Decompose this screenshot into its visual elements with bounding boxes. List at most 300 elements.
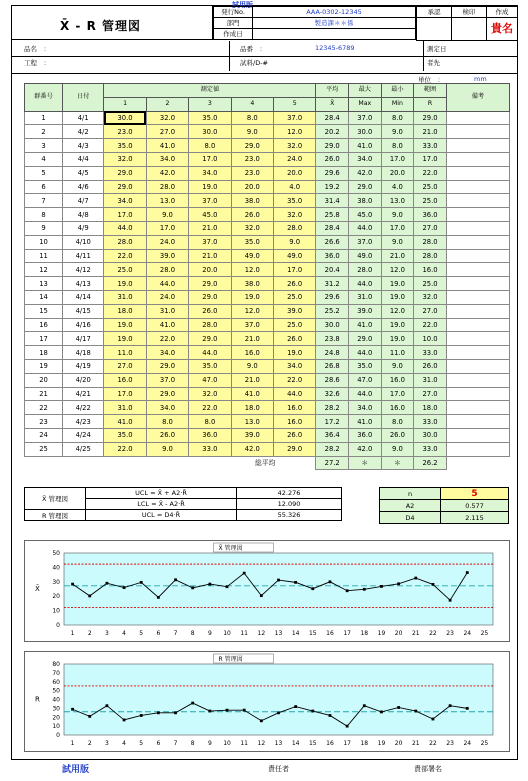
measure-cell[interactable]: 18.0 xyxy=(231,401,273,415)
remarks-cell[interactable] xyxy=(446,263,509,277)
row-cell[interactable]: 4/5 xyxy=(63,166,104,180)
approve-stamp[interactable] xyxy=(417,18,452,41)
row-cell[interactable]: 4/23 xyxy=(63,415,104,429)
remarks-cell[interactable] xyxy=(446,290,509,304)
x-tick-label: 11 xyxy=(240,740,249,747)
remarks-cell[interactable] xyxy=(446,304,509,318)
measure-cell[interactable]: 34.0 xyxy=(146,152,188,166)
y-tick-label: 20 xyxy=(52,593,60,601)
measure-cell[interactable]: 17.0 xyxy=(104,208,146,222)
measure-cell[interactable]: 17.0 xyxy=(104,387,146,401)
row-cell[interactable]: 4/16 xyxy=(63,318,104,332)
data-point xyxy=(414,577,417,580)
measure-cell[interactable]: 8.0 xyxy=(146,415,188,429)
measure-cell[interactable]: 26.0 xyxy=(273,277,315,291)
measure-cell[interactable]: 23.0 xyxy=(231,166,273,180)
row-cell[interactable]: 4/15 xyxy=(63,304,104,318)
data-point xyxy=(174,711,177,714)
remarks-cell[interactable] xyxy=(446,208,509,222)
x-tick-label: 8 xyxy=(190,630,195,637)
x-tick-label: 6 xyxy=(156,630,161,637)
col-m5: 5 xyxy=(273,97,315,111)
measure-cell[interactable]: 16.0 xyxy=(104,373,146,387)
row-cell[interactable]: 4/13 xyxy=(63,277,104,291)
table-row xyxy=(25,318,510,332)
measure-cell[interactable]: 29.0 xyxy=(104,166,146,180)
stat-cell: 25.0 xyxy=(414,194,447,208)
remarks-cell[interactable] xyxy=(446,152,509,166)
stat-cell: 42.0 xyxy=(349,166,382,180)
measure-cell[interactable]: 32.0 xyxy=(189,387,231,401)
row-cell[interactable]: 4/17 xyxy=(63,332,104,346)
measure-cell[interactable]: 9.0 xyxy=(273,235,315,249)
measure-cell[interactable]: 39.0 xyxy=(231,428,273,442)
table-row xyxy=(25,180,510,194)
measure-cell[interactable]: 49.0 xyxy=(273,249,315,263)
measure-cell[interactable]: 22.0 xyxy=(104,442,146,456)
measure-cell[interactable]: 17.0 xyxy=(189,152,231,166)
stat-cell: 22.0 xyxy=(414,318,447,332)
measure-cell[interactable]: 9.0 xyxy=(231,125,273,139)
y-tick-label: 10 xyxy=(52,607,60,615)
x-tick-label: 8 xyxy=(190,740,195,747)
data-point xyxy=(449,704,452,707)
x-tick-label: 21 xyxy=(411,740,420,747)
stat-cell: 28.0 xyxy=(414,235,447,249)
x-tick-label: 23 xyxy=(446,630,454,637)
measure-cell[interactable]: 12.0 xyxy=(231,304,273,318)
stat-cell: 27.0 xyxy=(414,304,447,318)
created-value[interactable] xyxy=(253,29,416,40)
stat-cell: 8.0 xyxy=(381,139,414,153)
x-tick-label: 12 xyxy=(257,630,266,637)
measure-cell[interactable]: 24.0 xyxy=(146,235,188,249)
measure-cell[interactable]: 35.0 xyxy=(104,139,146,153)
remarks-cell[interactable] xyxy=(446,428,509,442)
measure-cell[interactable]: 32.0 xyxy=(104,152,146,166)
measure-cell[interactable]: 17.0 xyxy=(146,221,188,235)
measure-cell[interactable]: 21.0 xyxy=(231,373,273,387)
remarks-cell[interactable] xyxy=(446,359,509,373)
col-max-sub: Max xyxy=(349,97,382,111)
x-tick-label: 6 xyxy=(156,740,161,747)
measure-cell[interactable]: 19.0 xyxy=(104,277,146,291)
data-point xyxy=(157,596,160,599)
a2-label: A2 xyxy=(380,500,441,512)
measure-cell[interactable]: 32.0 xyxy=(231,221,273,235)
measure-cell[interactable]: 9.0 xyxy=(231,359,273,373)
table-row xyxy=(25,442,510,456)
data-point xyxy=(191,586,194,589)
measure-cell[interactable]: 44.0 xyxy=(146,277,188,291)
stat-cell: 29.6 xyxy=(316,290,349,304)
remarks-cell[interactable] xyxy=(446,139,509,153)
data-point xyxy=(277,579,280,582)
measure-cell[interactable]: 33.0 xyxy=(189,442,231,456)
measure-cell[interactable]: 37.0 xyxy=(146,373,188,387)
data-point xyxy=(311,587,314,590)
approval-table xyxy=(416,6,518,41)
measure-cell[interactable]: 25.0 xyxy=(273,318,315,332)
inspection-item[interactable]: 試料/D-# xyxy=(240,59,268,67)
data-point xyxy=(397,582,400,585)
measure-cell[interactable]: 21.0 xyxy=(189,249,231,263)
measure-cell[interactable]: 26.0 xyxy=(273,428,315,442)
x-tick-label: 7 xyxy=(173,630,178,637)
row-cell: 6 xyxy=(25,180,63,194)
row-cell: 15 xyxy=(25,304,63,318)
x-tick-label: 19 xyxy=(377,630,386,637)
xbar-chart-box xyxy=(24,540,510,642)
issue-no-label: 発行No. xyxy=(214,7,253,18)
remarks-cell[interactable] xyxy=(446,415,509,429)
stat-cell: 25.8 xyxy=(316,208,349,222)
stat-cell: 33.0 xyxy=(414,442,447,456)
data-point xyxy=(88,715,91,718)
row-cell[interactable]: 4/25 xyxy=(63,442,104,456)
measure-cell[interactable]: 31.0 xyxy=(104,401,146,415)
stat-cell: 33.0 xyxy=(414,346,447,360)
n-value[interactable]: 5 xyxy=(441,488,509,500)
stat-cell: 28.6 xyxy=(316,373,349,387)
item-info xyxy=(12,41,518,74)
row-cell[interactable]: 4/4 xyxy=(63,152,104,166)
measure-cell[interactable]: 27.0 xyxy=(146,125,188,139)
measure-cell[interactable]: 37.0 xyxy=(189,194,231,208)
measure-cell[interactable]: 8.0 xyxy=(189,139,231,153)
row-cell[interactable]: 4/24 xyxy=(63,428,104,442)
remarks-cell[interactable] xyxy=(446,194,509,208)
x-tick-label: 15 xyxy=(308,740,317,747)
stat-cell: 22.0 xyxy=(414,166,447,180)
dept-value[interactable]: 製造課＊＊係 xyxy=(253,18,416,29)
stat-cell: 21.0 xyxy=(381,249,414,263)
data-point xyxy=(123,719,126,722)
measure-cell[interactable]: 29.0 xyxy=(231,139,273,153)
stat-cell: 41.0 xyxy=(349,415,382,429)
row-cell: 7 xyxy=(25,194,63,208)
table-row xyxy=(25,235,510,249)
table-row xyxy=(25,346,510,360)
measure-cell[interactable]: 36.0 xyxy=(189,428,231,442)
measure-cell[interactable]: 16.0 xyxy=(273,401,315,415)
row-cell: 19 xyxy=(25,359,63,373)
measure-cell[interactable]: 17.0 xyxy=(273,263,315,277)
measure-cell[interactable]: 9.0 xyxy=(146,208,188,222)
measure-cell[interactable]: 22.0 xyxy=(146,332,188,346)
remarks-cell[interactable] xyxy=(446,442,509,456)
data-point xyxy=(294,581,297,584)
measure-cell[interactable]: 34.0 xyxy=(273,359,315,373)
measure-cell[interactable]: 23.0 xyxy=(104,125,146,139)
measure-cell[interactable]: 28.0 xyxy=(273,221,315,235)
measure-cell[interactable]: 26.0 xyxy=(273,332,315,346)
measure-cell[interactable]: 38.0 xyxy=(231,194,273,208)
measure-cell[interactable]: 12.0 xyxy=(273,125,315,139)
stat-cell: 8.0 xyxy=(381,415,414,429)
measure-cell[interactable]: 37.0 xyxy=(231,318,273,332)
measure-cell[interactable]: 8.0 xyxy=(189,415,231,429)
measure-cell[interactable]: 41.0 xyxy=(146,318,188,332)
data-point xyxy=(449,599,452,602)
stat-cell: 29.0 xyxy=(316,139,349,153)
row-cell[interactable]: 4/12 xyxy=(63,263,104,277)
row-cell[interactable]: 4/20 xyxy=(63,373,104,387)
measure-cell[interactable]: 37.0 xyxy=(189,235,231,249)
author-label: 作成 xyxy=(487,7,518,18)
measure-cell[interactable]: 29.0 xyxy=(189,277,231,291)
measure-cell[interactable]: 35.0 xyxy=(231,235,273,249)
row-cell[interactable]: 4/14 xyxy=(63,290,104,304)
measure-cell[interactable]: 32.0 xyxy=(273,208,315,222)
total-min: ＊ xyxy=(381,456,414,470)
data-point xyxy=(363,704,366,707)
measure-cell[interactable]: 23.0 xyxy=(231,152,273,166)
row-cell[interactable]: 4/19 xyxy=(63,359,104,373)
data-point xyxy=(380,585,383,588)
stat-cell: 17.0 xyxy=(381,152,414,166)
y-tick-label: 60 xyxy=(52,678,60,686)
remarks-cell[interactable] xyxy=(446,180,509,194)
measure-cell[interactable]: 24.0 xyxy=(273,152,315,166)
remarks-cell[interactable] xyxy=(446,166,509,180)
measure-cell[interactable]: 30.0 xyxy=(104,111,146,125)
measure-cell[interactable]: 34.0 xyxy=(146,401,188,415)
measure-cell[interactable]: 19.0 xyxy=(273,346,315,360)
measure-cell[interactable]: 28.0 xyxy=(189,318,231,332)
measure-cell[interactable]: 35.0 xyxy=(189,359,231,373)
stat-cell: 47.0 xyxy=(349,373,382,387)
remarks-cell[interactable] xyxy=(446,318,509,332)
x-tick-label: 4 xyxy=(122,630,126,637)
measure-cell[interactable]: 41.0 xyxy=(104,415,146,429)
unit-label: 単位 ： xyxy=(418,76,444,84)
remarks-cell[interactable] xyxy=(446,277,509,291)
measure-cell[interactable]: 22.0 xyxy=(273,373,315,387)
measure-cell[interactable]: 44.0 xyxy=(189,346,231,360)
data-point xyxy=(397,706,400,709)
measure-cell[interactable]: 11.0 xyxy=(104,346,146,360)
measure-cell[interactable]: 29.0 xyxy=(189,290,231,304)
measure-cell[interactable]: 25.0 xyxy=(104,263,146,277)
measure-cell[interactable]: 49.0 xyxy=(231,249,273,263)
row-cell[interactable]: 4/7 xyxy=(63,194,104,208)
col-range-sub: R xyxy=(414,97,447,111)
y-tick-label: 30 xyxy=(52,705,60,713)
measurement-table xyxy=(24,83,510,470)
measure-cell[interactable]: 8.0 xyxy=(231,111,273,125)
measure-cell[interactable]: 19.0 xyxy=(104,332,146,346)
stat-cell: 31.0 xyxy=(414,373,447,387)
measure-cell[interactable]: 39.0 xyxy=(273,304,315,318)
stat-cell: 45.0 xyxy=(349,208,382,222)
measure-cell[interactable]: 29.0 xyxy=(273,442,315,456)
stat-cell: 26.8 xyxy=(316,359,349,373)
measure-cell[interactable]: 18.0 xyxy=(104,304,146,318)
measure-cell[interactable]: 21.0 xyxy=(231,332,273,346)
measure-cell[interactable]: 26.0 xyxy=(231,208,273,222)
measure-cell[interactable]: 16.0 xyxy=(273,415,315,429)
row-cell[interactable]: 4/8 xyxy=(63,208,104,222)
measure-cell[interactable]: 21.0 xyxy=(189,221,231,235)
y-tick-label: 40 xyxy=(52,696,60,704)
ucl-x-value: 42.276 xyxy=(237,488,342,499)
table-row xyxy=(25,332,510,346)
measure-cell[interactable]: 30.0 xyxy=(189,125,231,139)
measure-cell[interactable]: 34.0 xyxy=(189,166,231,180)
measure-cell[interactable]: 34.0 xyxy=(146,346,188,360)
stat-cell: 30.0 xyxy=(316,318,349,332)
measure-cell[interactable]: 4.0 xyxy=(273,180,315,194)
data-point xyxy=(71,583,74,586)
data-point xyxy=(243,709,246,712)
table-row xyxy=(25,401,510,415)
d4-value: 2.115 xyxy=(441,512,509,524)
data-point xyxy=(329,714,332,717)
stat-cell: 17.0 xyxy=(381,387,414,401)
remarks-cell[interactable] xyxy=(446,111,509,125)
measure-cell[interactable]: 32.0 xyxy=(146,111,188,125)
x-tick-label: 2 xyxy=(87,740,92,747)
measure-cell[interactable]: 28.0 xyxy=(104,235,146,249)
measure-cell[interactable]: 12.0 xyxy=(231,263,273,277)
measure-cell[interactable]: 29.0 xyxy=(146,387,188,401)
measure-cell[interactable]: 19.0 xyxy=(231,290,273,304)
measure-cell[interactable]: 20.0 xyxy=(273,166,315,180)
issue-no[interactable]: AAA-0302-12345 xyxy=(253,7,416,18)
part-no-value[interactable]: 12345-6789 xyxy=(315,44,355,52)
measure-cell[interactable]: 34.0 xyxy=(104,194,146,208)
measure-cell[interactable]: 29.0 xyxy=(146,359,188,373)
measure-cell[interactable]: 28.0 xyxy=(146,180,188,194)
measure-cell[interactable]: 44.0 xyxy=(273,387,315,401)
measure-cell[interactable]: 27.0 xyxy=(104,359,146,373)
remarks-cell[interactable] xyxy=(446,346,509,360)
stat-cell: 4.0 xyxy=(381,180,414,194)
measure-cell[interactable]: 22.0 xyxy=(189,401,231,415)
row-cell[interactable]: 4/22 xyxy=(63,401,104,415)
remarks-cell[interactable] xyxy=(446,401,509,415)
stat-cell: 21.0 xyxy=(414,125,447,139)
issue-info-table xyxy=(213,6,416,40)
measure-cell[interactable]: 19.0 xyxy=(189,180,231,194)
row-cell[interactable]: 4/9 xyxy=(63,221,104,235)
measure-cell[interactable]: 39.0 xyxy=(146,249,188,263)
row-cell[interactable]: 4/3 xyxy=(63,139,104,153)
row-cell[interactable]: 4/2 xyxy=(63,125,104,139)
check-label: 検印 xyxy=(452,7,487,18)
author-stamp[interactable]: 貴名 xyxy=(487,18,518,41)
measure-cell[interactable]: 19.0 xyxy=(104,318,146,332)
stat-cell: 12.0 xyxy=(381,263,414,277)
measure-cell[interactable]: 35.0 xyxy=(189,111,231,125)
measure-cell[interactable]: 44.0 xyxy=(104,221,146,235)
measure-cell[interactable]: 41.0 xyxy=(146,139,188,153)
stat-cell: 29.0 xyxy=(349,332,382,346)
measure-cell[interactable]: 32.0 xyxy=(273,139,315,153)
measure-cell[interactable]: 16.0 xyxy=(231,346,273,360)
measure-cell[interactable]: 31.0 xyxy=(146,304,188,318)
measure-cell[interactable]: 29.0 xyxy=(189,332,231,346)
measure-cell[interactable]: 41.0 xyxy=(231,387,273,401)
stat-cell: 29.6 xyxy=(316,166,349,180)
total-range: 26.2 xyxy=(414,456,447,470)
table-row xyxy=(25,194,510,208)
measure-cell[interactable]: 20.0 xyxy=(231,180,273,194)
stat-cell: 28.4 xyxy=(316,221,349,235)
x-tick-label: 10 xyxy=(223,630,231,637)
measure-cell[interactable]: 9.0 xyxy=(146,442,188,456)
col-measure-group: 測定値 xyxy=(104,84,316,98)
remarks-cell[interactable] xyxy=(446,387,509,401)
remarks-cell[interactable] xyxy=(446,373,509,387)
row-cell[interactable]: 4/10 xyxy=(63,235,104,249)
x-tick-label: 13 xyxy=(274,630,283,637)
stat-cell: 34.0 xyxy=(349,401,382,415)
row-cell: 11 xyxy=(25,249,63,263)
remarks-cell[interactable] xyxy=(446,332,509,346)
measure-cell[interactable]: 31.0 xyxy=(104,290,146,304)
remarks-cell[interactable] xyxy=(446,221,509,235)
table-row xyxy=(25,277,510,291)
check-stamp[interactable] xyxy=(452,18,487,41)
col-date: 日付 xyxy=(63,84,104,112)
remarks-cell[interactable] xyxy=(446,125,509,139)
remarks-cell[interactable] xyxy=(446,249,509,263)
measure-cell[interactable]: 28.0 xyxy=(146,263,188,277)
data-point xyxy=(208,710,211,713)
measure-cell[interactable]: 29.0 xyxy=(104,180,146,194)
table-row xyxy=(25,428,510,442)
row-cell[interactable]: 4/11 xyxy=(63,249,104,263)
measure-cell[interactable]: 22.0 xyxy=(104,249,146,263)
measure-cell[interactable]: 26.0 xyxy=(189,304,231,318)
measure-cell[interactable]: 13.0 xyxy=(146,194,188,208)
measure-cell[interactable]: 35.0 xyxy=(273,194,315,208)
part-no-label: 品番 ： xyxy=(240,45,266,53)
x-tick-label: 20 xyxy=(394,630,403,637)
measure-cell[interactable]: 42.0 xyxy=(231,442,273,456)
measure-cell[interactable]: 20.0 xyxy=(189,263,231,277)
row-cell[interactable]: 4/21 xyxy=(63,387,104,401)
stat-cell: 33.0 xyxy=(414,139,447,153)
measure-cell[interactable]: 25.0 xyxy=(273,290,315,304)
unit-value[interactable]: mm xyxy=(474,75,487,83)
stat-cell: 38.0 xyxy=(349,194,382,208)
measure-cell[interactable]: 45.0 xyxy=(189,208,231,222)
row-cell[interactable]: 4/6 xyxy=(63,180,104,194)
footer-trial: 試用版 xyxy=(62,765,90,775)
measure-cell[interactable]: 38.0 xyxy=(231,277,273,291)
remarks-cell[interactable] xyxy=(446,235,509,249)
row-cell[interactable]: 4/1 xyxy=(63,111,104,125)
r-chart xyxy=(25,652,509,751)
measure-cell[interactable]: 35.0 xyxy=(104,428,146,442)
stat-cell: 19.0 xyxy=(381,332,414,346)
measure-cell[interactable]: 26.0 xyxy=(146,428,188,442)
data-point xyxy=(260,719,263,722)
col-m3: 3 xyxy=(189,97,231,111)
measure-cell[interactable]: 13.0 xyxy=(231,415,273,429)
data-point xyxy=(88,595,91,598)
measure-cell[interactable]: 37.0 xyxy=(273,111,315,125)
row-cell[interactable]: 4/18 xyxy=(63,346,104,360)
measure-cell[interactable]: 24.0 xyxy=(146,290,188,304)
x-tick-label: 10 xyxy=(223,740,231,747)
stat-cell: 28.2 xyxy=(316,442,349,456)
measure-cell[interactable]: 47.0 xyxy=(189,373,231,387)
measure-cell[interactable]: 42.0 xyxy=(146,166,188,180)
